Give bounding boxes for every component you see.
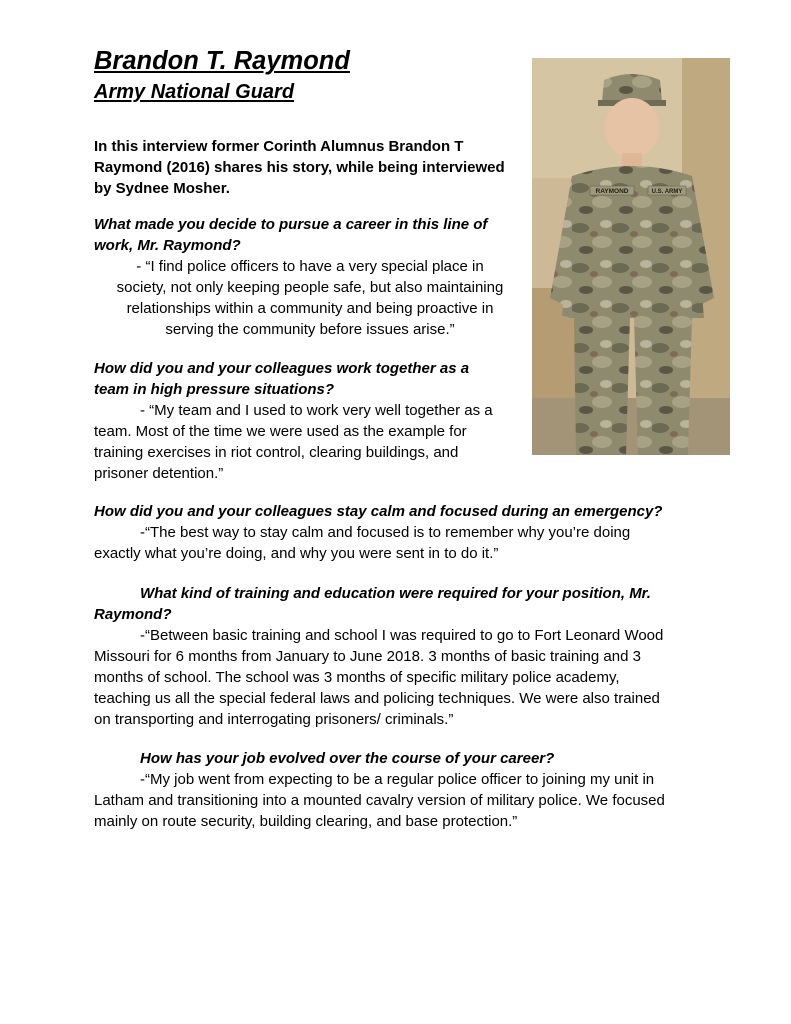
answer-line: -“Between basic training and school I was required to go to Fort Leonard Wood <box>140 627 664 644</box>
answer-line: -“The best way to stay calm and focused is to remember why you’re doing <box>140 524 631 541</box>
question-1 <box>94 214 487 256</box>
answer-line: training exercises in riot control, clearing buildings, and <box>94 444 459 461</box>
question-4 <box>94 583 651 625</box>
answer-line: teaching us all the special federal laws and policing techniques. We were also trained <box>94 690 660 707</box>
question-line: team in high pressure situations? <box>94 381 335 398</box>
question-line: What kind of training and education were required for your position, Mr. <box>140 585 651 602</box>
question-3 <box>94 501 662 522</box>
answer-1 <box>94 256 526 340</box>
question-line: How did you and your colleagues work together as a <box>94 360 470 377</box>
answer-line: prisoner detention.” <box>94 465 224 482</box>
name-tape: RAYMOND <box>595 188 629 195</box>
answer-5 <box>94 769 665 832</box>
question-line: How has your job evolved over the course of your career? <box>140 750 555 767</box>
army-tape: U.S. ARMY <box>651 189 683 195</box>
intro-line: by Sydnee Mosher. <box>94 180 230 197</box>
question-5 <box>94 748 554 769</box>
soldier-photo <box>532 58 730 455</box>
answer-line: society, not only keeping people safe, but also maintaining <box>116 279 504 296</box>
answer-line: Latham and transitioning into a mounted cavalry version of military police. We focused <box>94 792 665 809</box>
intro-paragraph <box>94 136 526 199</box>
answer-line: mainly on route security, building clearing, and base protection.” <box>94 813 518 830</box>
answer-2 <box>94 400 493 484</box>
answer-line: relationships within a community and being proactive in <box>126 300 494 317</box>
intro-line: In this interview former Corinth Alumnus Brandon T <box>94 138 464 155</box>
page-title: Brandon T. Raymond <box>94 47 350 75</box>
answer-line: - “My team and I used to work very well together as a <box>140 402 493 419</box>
answer-line: -“My job went from expecting to be a regular police officer to joining my unit in <box>140 771 655 788</box>
answer-line: - “I find police officers to have a very special place in <box>136 258 484 275</box>
answer-line: serving the community before issues arise.” <box>165 321 455 338</box>
question-line: How did you and your colleagues stay calm and focused during an emergency? <box>94 503 663 520</box>
question-2 <box>94 358 469 400</box>
answer-line: team. Most of the time we were used as the example for <box>94 423 467 440</box>
answer-line: exactly what you’re doing, and why you were sent in to do it.” <box>94 545 499 562</box>
answer-line: Missouri for 6 months from January to June 2018. 3 months of basic training and 3 <box>94 648 641 665</box>
answer-4 <box>94 625 663 730</box>
page-subtitle: Army National Guard <box>94 81 295 103</box>
answer-line: on transporting and interrogating prisoners/ criminals.” <box>94 711 454 728</box>
intro-line: Raymond (2016) shares his story, while being interviewed <box>94 159 505 176</box>
answer-3 <box>94 522 630 564</box>
question-line: What made you decide to pursue a career in this line of <box>94 216 488 233</box>
answer-line: months of school. The school was 3 months of specific military police academy, <box>94 669 620 686</box>
question-line: Raymond? <box>94 606 172 623</box>
question-line: work, Mr. Raymond? <box>94 237 241 254</box>
soldier-photo-illustration <box>532 58 730 455</box>
